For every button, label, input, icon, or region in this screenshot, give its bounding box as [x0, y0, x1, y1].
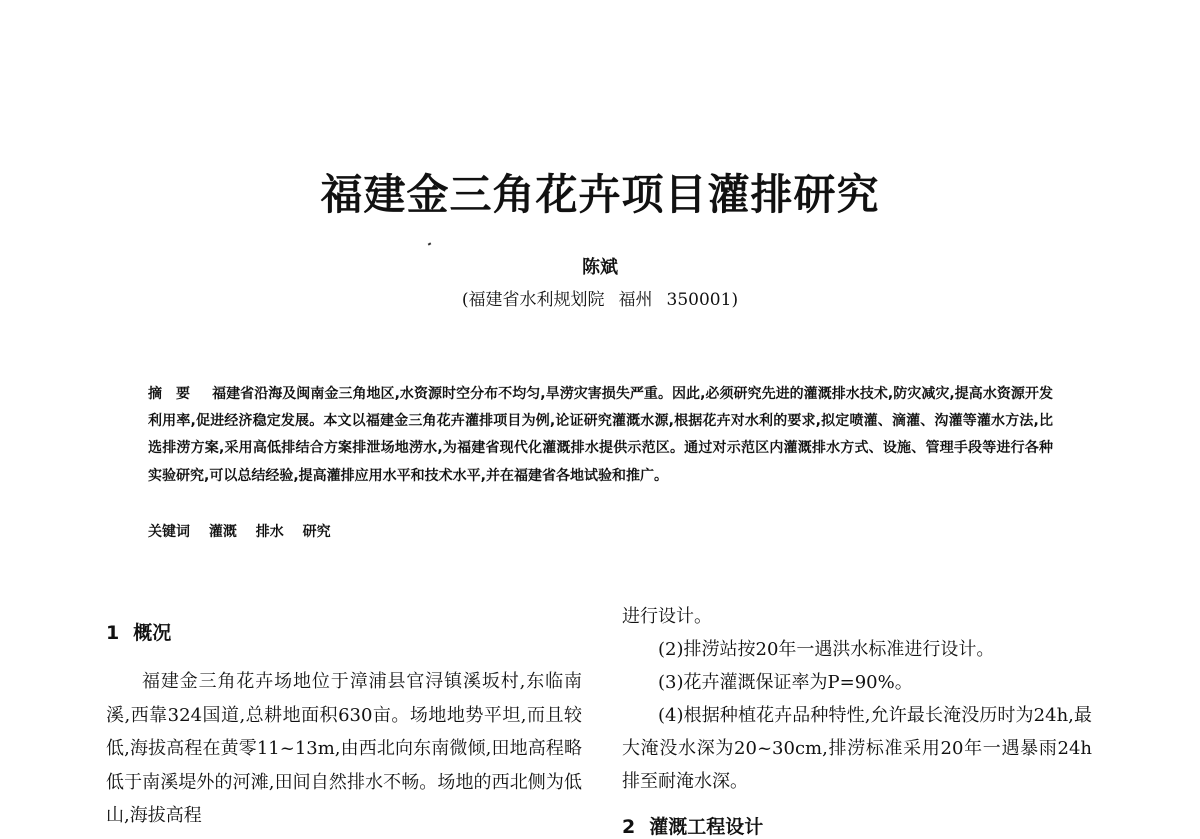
design-item: (4)根据种植花卉品种特性,允许最长淹没历时为24h,最大淹没水深为20~30cm,排涝标准采用20年一遇暴雨24h排至耐淹水深。: [622, 705, 1092, 792]
paper-title: 福建金三角花卉项目灌排研究: [320, 170, 880, 219]
section-2-number: 2: [622, 816, 636, 838]
continuation-text: 进行设计。: [622, 606, 712, 627]
section-1-paragraph: 福建金三角花卉场地位于漳浦县官浔镇溪坂村,东临南溪,西靠324国道,总耕地面积630亩。场地地势平坦,而且较低,海拔高程在黄零11~13m,由西北向东南微倾,田地高程略低于南溪堤外的河滩,田间自然排水不畅。场地的西北侧为低山,海拔高程: [106, 671, 582, 826]
design-item: (2)排涝站按20年一遇洪水标准进行设计。: [658, 639, 995, 660]
affiliation-org: (福建省水利规划院: [461, 290, 605, 310]
section-1-heading: [106, 618, 582, 645]
scan-speck: [428, 242, 432, 245]
abstract-text: 福建省沿海及闽南金三角地区,水资源时空分布不均匀,旱涝灾害损失严重。因此,必须研究先进的灌溉排水技术,防灾减灾,提高水资源开发利用率,促进经济稳定发展。本文以福建金三角花卉灌排项目为例,论证研究灌溉水源,根据花卉对水利的要求,拟定喷灌、滴灌、沟灌等灌水方法,比选排涝方案,采用高低排结合方案排泄场地涝水,为福建省现代化灌溉排水提供示范区。通过对示范区内灌溉排水方式、设施、管理手段等进行各种实验研究,可以总结经验,提高灌排应用水平和技术水平,并在福建省各地试验和推广。: [148, 386, 1053, 484]
section-2-title: 灌溉工程设计: [649, 816, 764, 838]
abstract: [148, 381, 1053, 490]
left-column: [106, 618, 582, 833]
affiliation-city: 福州: [618, 290, 653, 310]
keywords: [148, 521, 1053, 541]
keyword-item: 排水: [255, 524, 284, 540]
section-1-number: 1: [106, 622, 120, 644]
author-affiliation: [0, 285, 1200, 310]
keyword-item: 灌溉: [208, 524, 237, 540]
affiliation-postcode: 350001): [666, 290, 739, 310]
author-name: 陈斌: [582, 257, 618, 278]
keyword-item: 研究: [302, 524, 331, 540]
abstract-label: 摘要: [148, 386, 205, 402]
section-2-heading: [622, 812, 1092, 839]
design-item: (3)花卉灌溉保证率为P=90%。: [658, 672, 913, 693]
section-1-title: 概况: [133, 622, 172, 644]
keywords-label: 关键词: [148, 524, 190, 540]
right-column: [622, 600, 1092, 839]
